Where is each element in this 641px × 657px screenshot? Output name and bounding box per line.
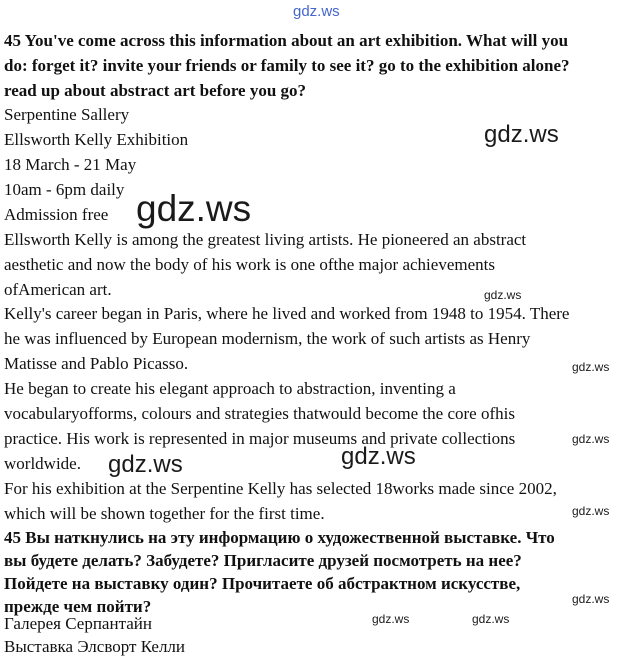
watermark-small-7: gdz.ws bbox=[472, 612, 510, 626]
body-line-1: Ellsworth Kelly is among the greatest living artists. He pioneered an abstract bbox=[4, 230, 527, 249]
exhibition-hours: 10am - 6pm daily bbox=[4, 180, 125, 199]
exhibition-name: Ellsworth Kelly Exhibition bbox=[4, 130, 189, 149]
exhibition-name-ru: Выставка Элсворт Келли bbox=[4, 637, 186, 656]
body-line-2: aesthetic and now the body of his work is one ofthe major achievements bbox=[4, 255, 495, 274]
task-ru-line-3: Пойдете на выставку один? Прочитаете об абстрактном искусстве, bbox=[4, 574, 521, 593]
watermark-top: gdz.ws bbox=[293, 3, 340, 20]
body-line-12: which will be shown together for the first time. bbox=[4, 504, 325, 523]
task-en-line-2: do: forget it? invite your friends or family to see it? go to the exhibition alone? bbox=[4, 56, 570, 75]
body-line-4: Kelly's career began in Paris, where he lived and worked from 1948 to 1954. There bbox=[4, 304, 570, 323]
body-line-11: For his exhibition at the Serpentine Kelly has selected 18works made since 2002, bbox=[4, 479, 557, 498]
watermark-large: gdz.ws bbox=[136, 188, 252, 229]
body-line-5: he was influenced by European modernism, the work of such artists as Henry bbox=[4, 329, 531, 348]
task-en-line-1: 45 You've come across this information about an art exhibition. What will you bbox=[4, 31, 569, 50]
watermark-right-upper: gdz.ws bbox=[484, 121, 559, 148]
watermark-small-6: gdz.ws bbox=[372, 612, 410, 626]
task-ru-line-1: 45 Вы наткнулись на эту информацию о художественной выставке. Что bbox=[4, 528, 555, 547]
watermark-small-1: gdz.ws bbox=[484, 288, 522, 302]
body-line-3: ofAmerican art. bbox=[4, 280, 112, 299]
watermark-left-lower: gdz.ws bbox=[108, 451, 183, 478]
body-line-6: Matisse and Pablo Picasso. bbox=[4, 354, 189, 373]
watermark-small-5: gdz.ws bbox=[572, 592, 610, 606]
body-line-10: worldwide. bbox=[4, 454, 81, 473]
body-line-8: vocabularyofforms, colours and strategies thatwould become the core ofhis bbox=[4, 404, 515, 423]
watermark-small-4: gdz.ws bbox=[572, 504, 610, 518]
exhibition-dates: 18 March - 21 May bbox=[4, 155, 137, 174]
task-ru-line-2: вы будете делать? Забудете? Пригласите друзей посмотреть на нее? bbox=[4, 551, 522, 570]
admission-info: Admission free bbox=[4, 205, 109, 224]
gallery-name: Serpentine Sallery bbox=[4, 105, 130, 124]
watermark-small-2: gdz.ws bbox=[572, 360, 610, 374]
task-en-line-3: read up about abstract art before you go? bbox=[4, 81, 307, 100]
watermark-center-lower: gdz.ws bbox=[341, 443, 416, 470]
body-line-7: He began to create his elegant approach to abstraction, inventing a bbox=[4, 379, 456, 398]
gallery-name-ru: Галерея Серпантайн bbox=[4, 614, 152, 633]
watermark-small-3: gdz.ws bbox=[572, 432, 610, 446]
task-ru-line-4: прежде чем пойти? bbox=[4, 597, 152, 616]
body-line-9: practice. His work is represented in major museums and private collections bbox=[4, 429, 516, 448]
